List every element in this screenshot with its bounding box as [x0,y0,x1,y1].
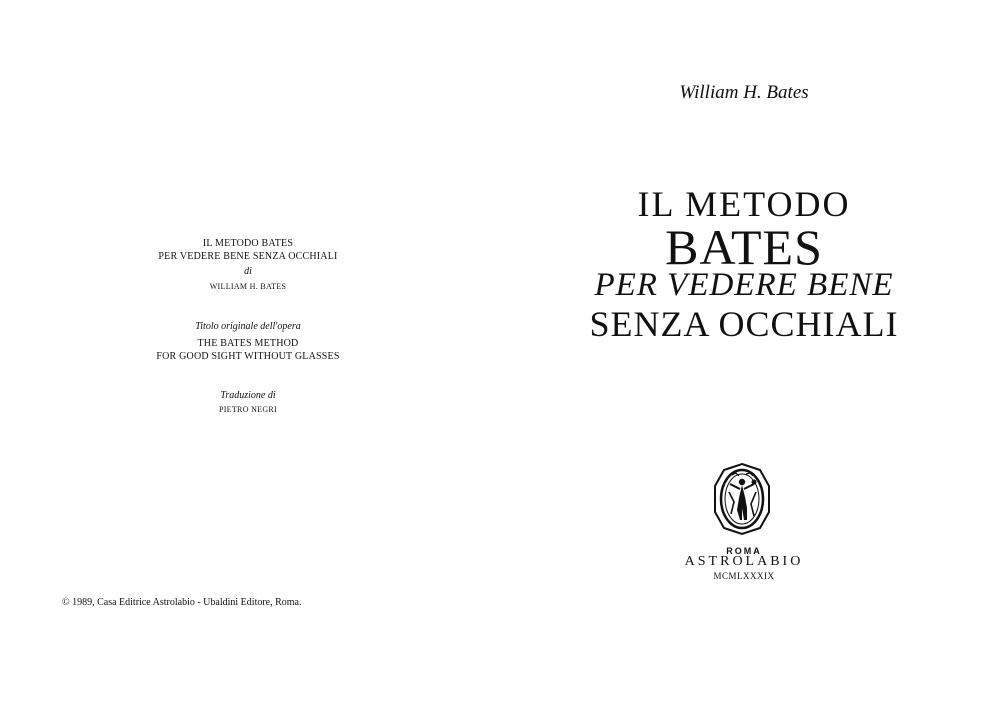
original-title-line1: THE BATES METHOD [197,338,299,349]
publisher-seal-icon [712,462,772,536]
translator-name: PIETRO NEGRI [218,405,278,414]
left-title-line1: IL METODO BATES [202,238,294,249]
publisher-city: ROMA [726,546,762,556]
title-line-2: BATES [665,219,823,275]
left-title-line2: PER VEDERE BENE SENZA OCCHIALI [158,251,338,262]
title-line-3: PER VEDERE BENE [594,267,894,303]
original-title-label: Titolo originale dell'opera [195,321,301,332]
publication-year: MCMLXXXIX [713,571,775,581]
copyright-notice: © 1989, Casa Editrice Astrolabio - Ubaldini Editore, Roma. [62,597,302,608]
title-line-1: IL METODO [637,184,851,224]
translation-label: Traduzione di [220,390,276,401]
original-title-line2: FOR GOOD SIGHT WITHOUT GLASSES [156,351,340,362]
publisher-name: ASTROLABIO [684,554,804,569]
right-page [496,0,992,702]
left-author: WILLIAM H. BATES [209,282,287,291]
left-by-label: di [244,266,252,277]
title-page-author: William H. Bates [679,82,809,103]
title-line-4: SENZA OCCHIALI [589,304,899,344]
